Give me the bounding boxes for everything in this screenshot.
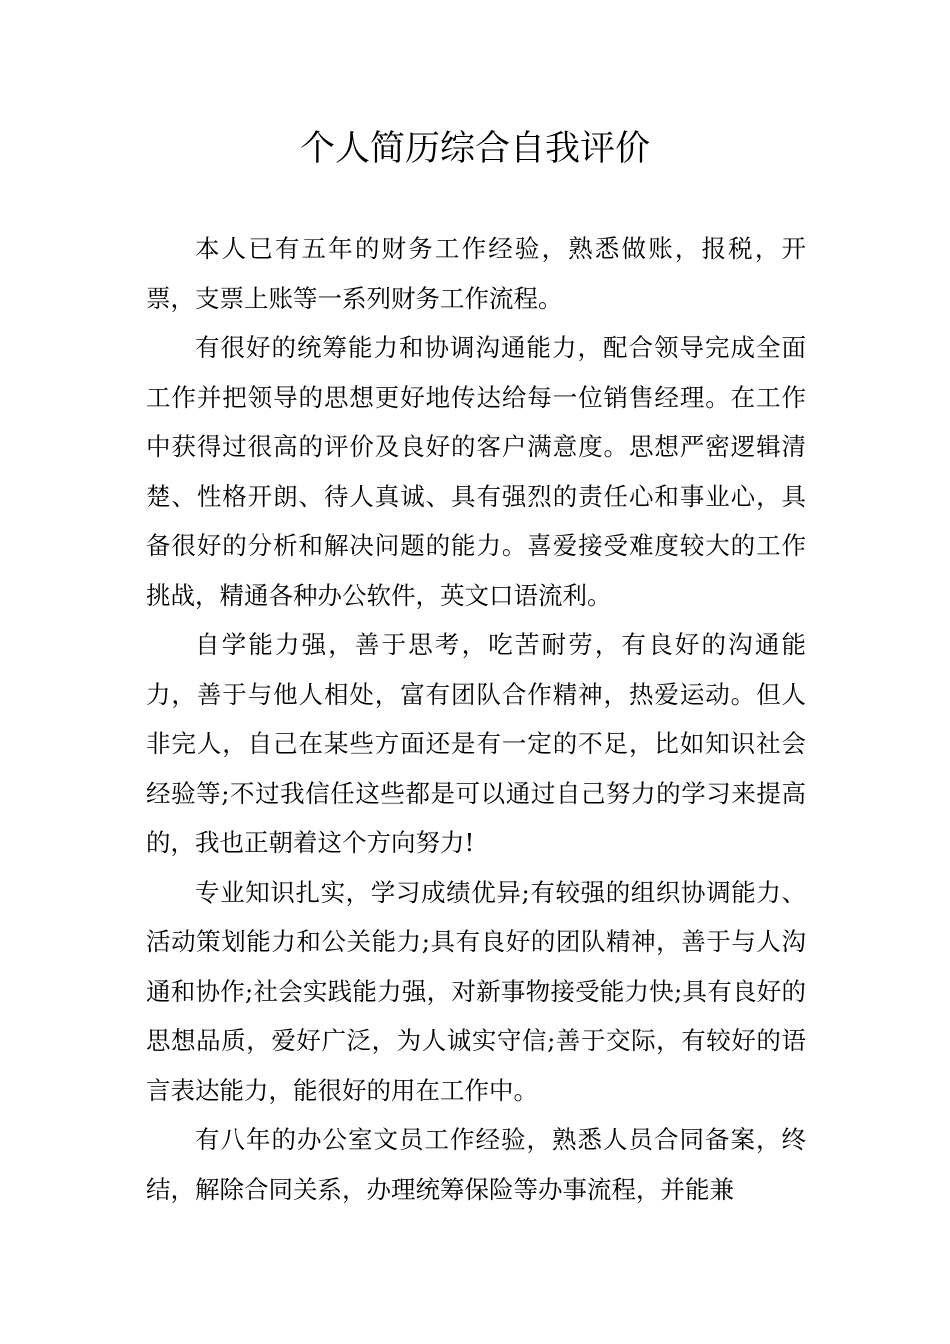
paragraph-self-learning: 自学能力强，善于思考，吃苦耐劳，有良好的沟通能力，善于与他人相处，富有团队合作精神，热爱运动。但人非完人，自己在某些方面还是有一定的不足，比如知识社会经验等;不过我信任这些都是可以通过自己努力的学习来提高的，我也正朝着这个方向努力!	[146, 630, 806, 857]
document-body	[146, 224, 806, 1214]
paragraph-office-clerk-experience: 有八年的办公室文员工作经验，熟悉人员合同备案，终结，解除合同关系，办理统筹保险等办事流程，并能兼	[146, 1125, 806, 1204]
document-title: 个人简历综合自我评价	[299, 129, 650, 169]
paragraph-finance-experience: 本人已有五年的财务工作经验，熟悉做账，报税，开票，支票上账等一系列财务工作流程。	[146, 234, 806, 313]
paragraph-coordination-skills: 有很好的统筹能力和协调沟通能力，配合领导完成全面工作并把领导的思想更好地传达给每一位销售经理。在工作中获得过很高的评价及良好的客户满意度。思想严密逻辑清楚、性格开朗、待人真诚、具有强烈的责任心和事业心，具备很好的分析和解决问题的能力。喜爱接受难度较大的工作挑战，精通各种办公软件，英文口语流利。	[146, 333, 806, 610]
paragraph-professional-knowledge: 专业知识扎实，学习成绩优异;有较强的组织协调能力、活动策划能力和公关能力;具有良好的团队精神，善于与人沟通和协作;社会实践能力强，对新事物接受能力快;具有良好的思想品质，爱好广泛，为人诚实守信;善于交际，有较好的语言表达能力，能很好的用在工作中。	[146, 877, 806, 1105]
